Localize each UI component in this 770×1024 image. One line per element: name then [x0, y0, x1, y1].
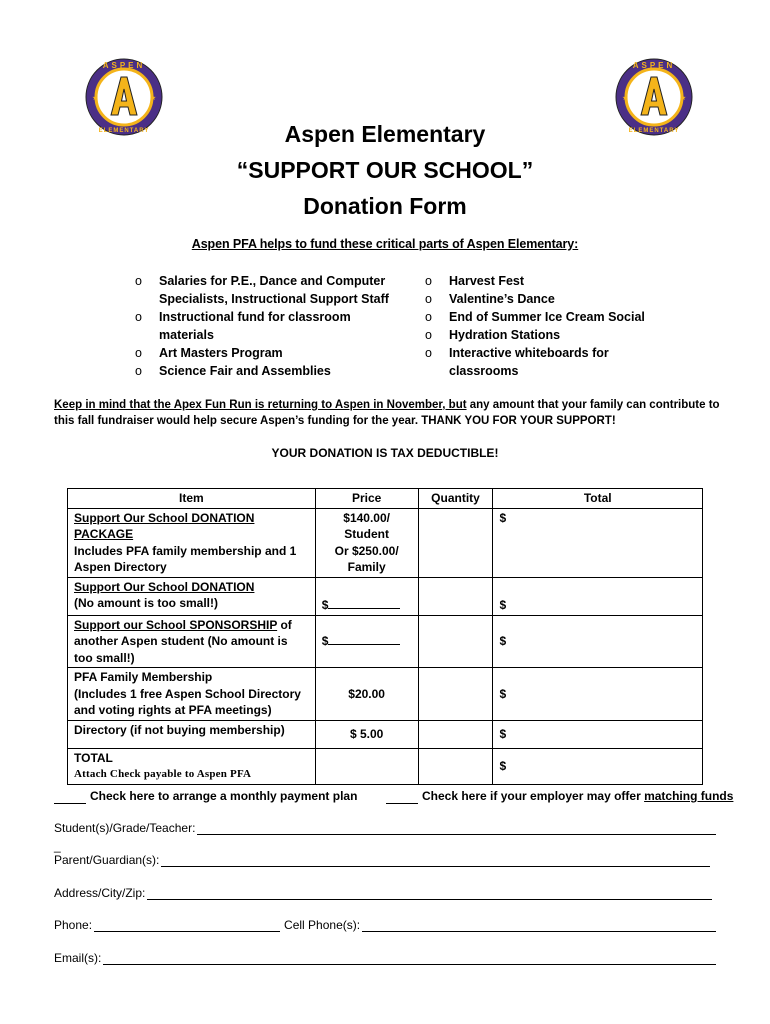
phone-input[interactable] [94, 918, 280, 932]
table-row [68, 748, 703, 784]
donation-table [67, 488, 703, 785]
directory-price: $ 5.00 [315, 720, 418, 748]
funding-list-left [132, 272, 397, 380]
list-item: o Art Masters Program [132, 344, 397, 362]
address-field[interactable] [54, 886, 712, 900]
svg-text:★: ★ [150, 94, 157, 102]
student-label: Student(s)/Grade/Teacher: [54, 821, 196, 835]
list-item: o End of Summer Ice Cream Social [422, 308, 662, 326]
donation-amount-field[interactable]: $ [315, 577, 418, 615]
title-school-name: Aspen Elementary [284, 121, 486, 147]
table-row [68, 720, 703, 748]
matching-funds-checkbox[interactable] [386, 789, 418, 804]
svg-text:ASPEN: ASPEN [102, 61, 146, 70]
svg-text:ELEMENTARY: ELEMENTARY [98, 128, 150, 134]
tax-deductible-note: YOUR DONATION IS TAX DEDUCTIBLE! [271, 446, 499, 460]
grand-total-cell[interactable]: $ [493, 748, 703, 784]
title-form-name: Donation Form [303, 193, 467, 219]
directory-quantity-cell[interactable] [418, 720, 493, 748]
cell-phone-input[interactable] [362, 918, 716, 932]
table-row [68, 668, 703, 721]
form-title [0, 116, 770, 224]
matching-funds-check[interactable]: Check here if your employer may offer matching funds [386, 789, 733, 804]
list-item: o Hydration Stations [422, 326, 662, 344]
list-item: o Science Fair and Assemblies [132, 362, 397, 380]
intro-text: Aspen PFA helps to fund these critical parts of Aspen Elementary: [191, 237, 579, 251]
membership-price: $20.00 [315, 668, 418, 721]
total-title: TOTAL [74, 750, 113, 765]
parent-field[interactable] [54, 853, 710, 867]
table-row [68, 615, 703, 668]
phone-label: Phone: [54, 918, 93, 932]
table-header-row [68, 489, 703, 509]
title-campaign: “SUPPORT OUR SCHOOL” [236, 157, 534, 183]
donation-desc: (No amount is too small!) [74, 596, 218, 610]
sponsorship-desc: of another Aspen student (No amount is too small!) [74, 617, 292, 665]
email-field[interactable] [54, 951, 716, 965]
donation-title: Support Our School DONATION [74, 579, 255, 594]
stray-underscore: _ [54, 839, 61, 853]
membership-desc: (Includes 1 free Aspen School Directory and voting rights at PFA meetings) [74, 686, 301, 717]
header-item: Item [68, 489, 316, 509]
list-item: o Salaries for P.E., Dance and Computer Specialists, Instructional Support Staff [132, 272, 397, 308]
svg-text:★: ★ [622, 94, 629, 102]
donation-total-cell[interactable]: $ [493, 577, 703, 615]
directory-title: Directory (if not buying membership) [68, 720, 316, 748]
package-quantity-cell[interactable] [418, 508, 493, 577]
student-input[interactable] [197, 821, 716, 835]
email-label: Email(s): [54, 951, 102, 965]
fundraiser-note: Keep in mind that the Apex Fun Run is returning to Aspen in November, but any amount that your family can contribute to this fall fundraiser would help secure Aspen’s funding for the year. THANK YOU FOR YOUR SUPPORT! [54, 399, 720, 427]
header-quantity: Quantity [418, 489, 493, 509]
header-total: Total [493, 489, 703, 509]
parent-label: Parent/Guardian(s): [54, 853, 160, 867]
sponsorship-title: Support our School SPONSORSHIP [74, 617, 278, 632]
membership-title: PFA Family Membership [74, 670, 213, 684]
directory-total-cell[interactable]: $ [493, 720, 703, 748]
package-desc: Includes PFA family membership and 1 Aspen Directory [74, 543, 297, 574]
email-input[interactable] [103, 951, 716, 965]
sponsorship-quantity-cell[interactable] [418, 615, 493, 668]
parent-input[interactable] [161, 853, 710, 867]
svg-text:★: ★ [680, 94, 687, 102]
membership-quantity-cell[interactable] [418, 668, 493, 721]
package-title: Support Our School DONATION PACKAGE [74, 510, 255, 541]
package-price: $140.00/ Student Or $250.00/ Family [315, 508, 418, 577]
package-total-cell[interactable]: $ [493, 508, 703, 577]
address-label: Address/City/Zip: [54, 886, 146, 900]
svg-text:★: ★ [92, 94, 99, 102]
address-input[interactable] [147, 886, 712, 900]
monthly-payment-check[interactable]: Check here to arrange a monthly payment plan [54, 789, 357, 804]
svg-text:ASPEN: ASPEN [632, 61, 676, 70]
attach-check-note: Attach Check payable to Aspen PFA [74, 768, 252, 780]
monthly-payment-checkbox[interactable] [54, 789, 86, 804]
header-price: Price [315, 489, 418, 509]
student-field[interactable] [54, 821, 716, 835]
funding-list-right [422, 272, 662, 380]
donation-quantity-cell[interactable] [418, 577, 493, 615]
list-item: o Instructional fund for classroom materials [132, 308, 397, 344]
sponsorship-total-cell[interactable]: $ [493, 615, 703, 668]
cell-phone-label: Cell Phone(s): [284, 918, 361, 932]
table-row [68, 577, 703, 615]
list-item: o Harvest Fest [422, 272, 662, 290]
list-item: o Interactive whiteboards for classrooms [422, 344, 662, 380]
sponsorship-amount-field[interactable]: $ [315, 615, 418, 668]
phone-row [54, 918, 716, 932]
list-item: o Valentine’s Dance [422, 290, 662, 308]
table-row [68, 508, 703, 577]
membership-total-cell[interactable]: $ [493, 668, 703, 721]
svg-text:ELEMENTARY: ELEMENTARY [628, 128, 680, 134]
